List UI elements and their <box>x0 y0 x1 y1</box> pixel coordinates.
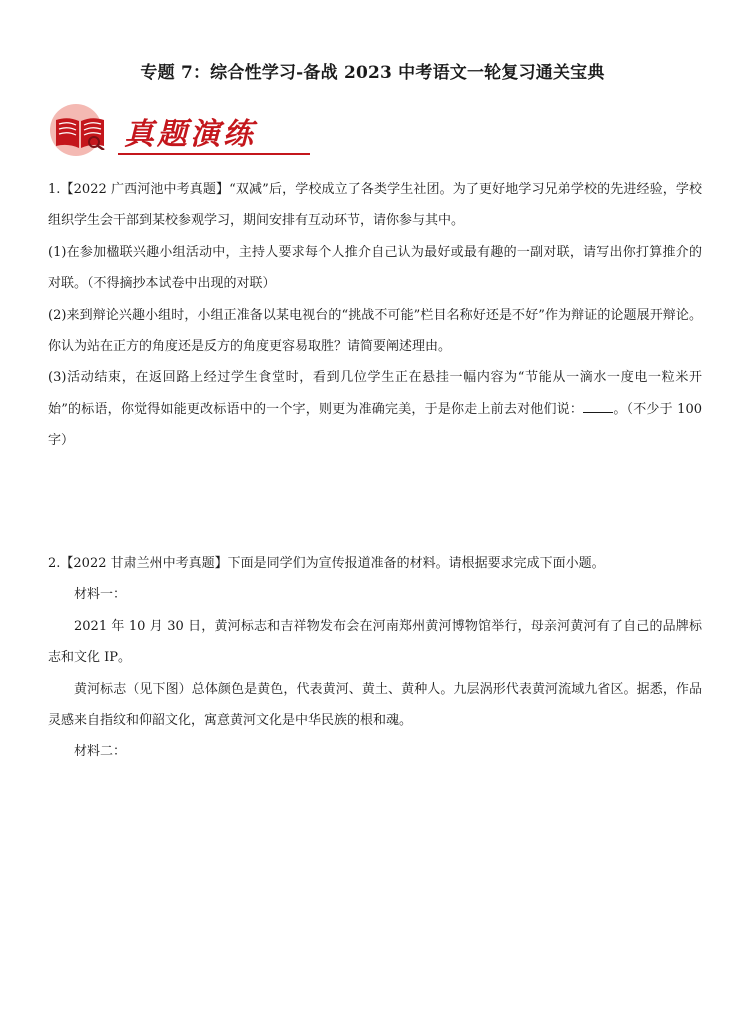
q1-part-3-text: (3)活动结束，在返回路上经过学生食堂时，看到几位学生正在悬挂一幅内容为“节能从一滴水一度电一粒米开始”的标语，你觉得如能更改标语中的一个字，则更为准确完美，于是你走上前去对他们说： <box>48 370 702 417</box>
book-icon <box>54 114 106 150</box>
q1-part-3-suffix: 。（不少于 100 字） <box>48 401 702 449</box>
badge-label: 真题演练 <box>124 117 256 152</box>
q2-intro: 2.【2022 甘肃兰州中考真题】下面是同学们为宣传报道准备的材料。请根据要求完成下面小题。 <box>48 556 605 571</box>
question-1 <box>48 174 702 457</box>
section-badge <box>50 100 265 162</box>
q1-part-3 <box>48 362 702 456</box>
q1-part-2: (2)来到辩论兴趣小组时，小组正准备以某电视台的“挑战不可能”栏目名称好还是不好”作为辩证的论题展开辩论。你认为站在正方的角度还是反方的角度更容易取胜？请简要阐述理由。 <box>48 307 702 355</box>
badge-underline <box>118 153 310 155</box>
question-2 <box>48 548 702 768</box>
q1-part-1: (1)在参加楹联兴趣小组活动中，主持人要求每个人推介自己认为最好或最有趣的一副对联，请写出你打算推介的对联。（不得摘抄本试卷中出现的对联） <box>48 244 702 292</box>
material-2-label: 材料二： <box>74 744 127 760</box>
material-1-label: 材料一： <box>74 587 127 603</box>
page-title: 专题 7：综合性学习-备战 2023 中考语文一轮复习通关宝典 <box>140 63 605 83</box>
material-1-paragraph-2: 黄河标志（见下图）总体颜色是黄色，代表黄河、黄土、黄种人。九层涡形代表黄河流域九省区。据悉，作品灵感来自指纹和仰韶文化，寓意黄河文化是中华民族的根和魂。 <box>48 681 702 729</box>
answer-blank[interactable] <box>583 400 613 413</box>
q1-intro: 1.【2022 广西河池中考真题】“双减”后，学校成立了各类学生社团。为了更好地学习兄弟学校的先进经验，学校组织学生会干部到某校参观学习，期间安排有互动环节，请你参与其中。 <box>48 182 702 229</box>
material-1-paragraph-1: 2021 年 10 月 30 日，黄河标志和吉祥物发布会在河南郑州黄河博物馆举行，母亲河黄河有了自己的品牌标志和文化 IP。 <box>48 618 702 666</box>
